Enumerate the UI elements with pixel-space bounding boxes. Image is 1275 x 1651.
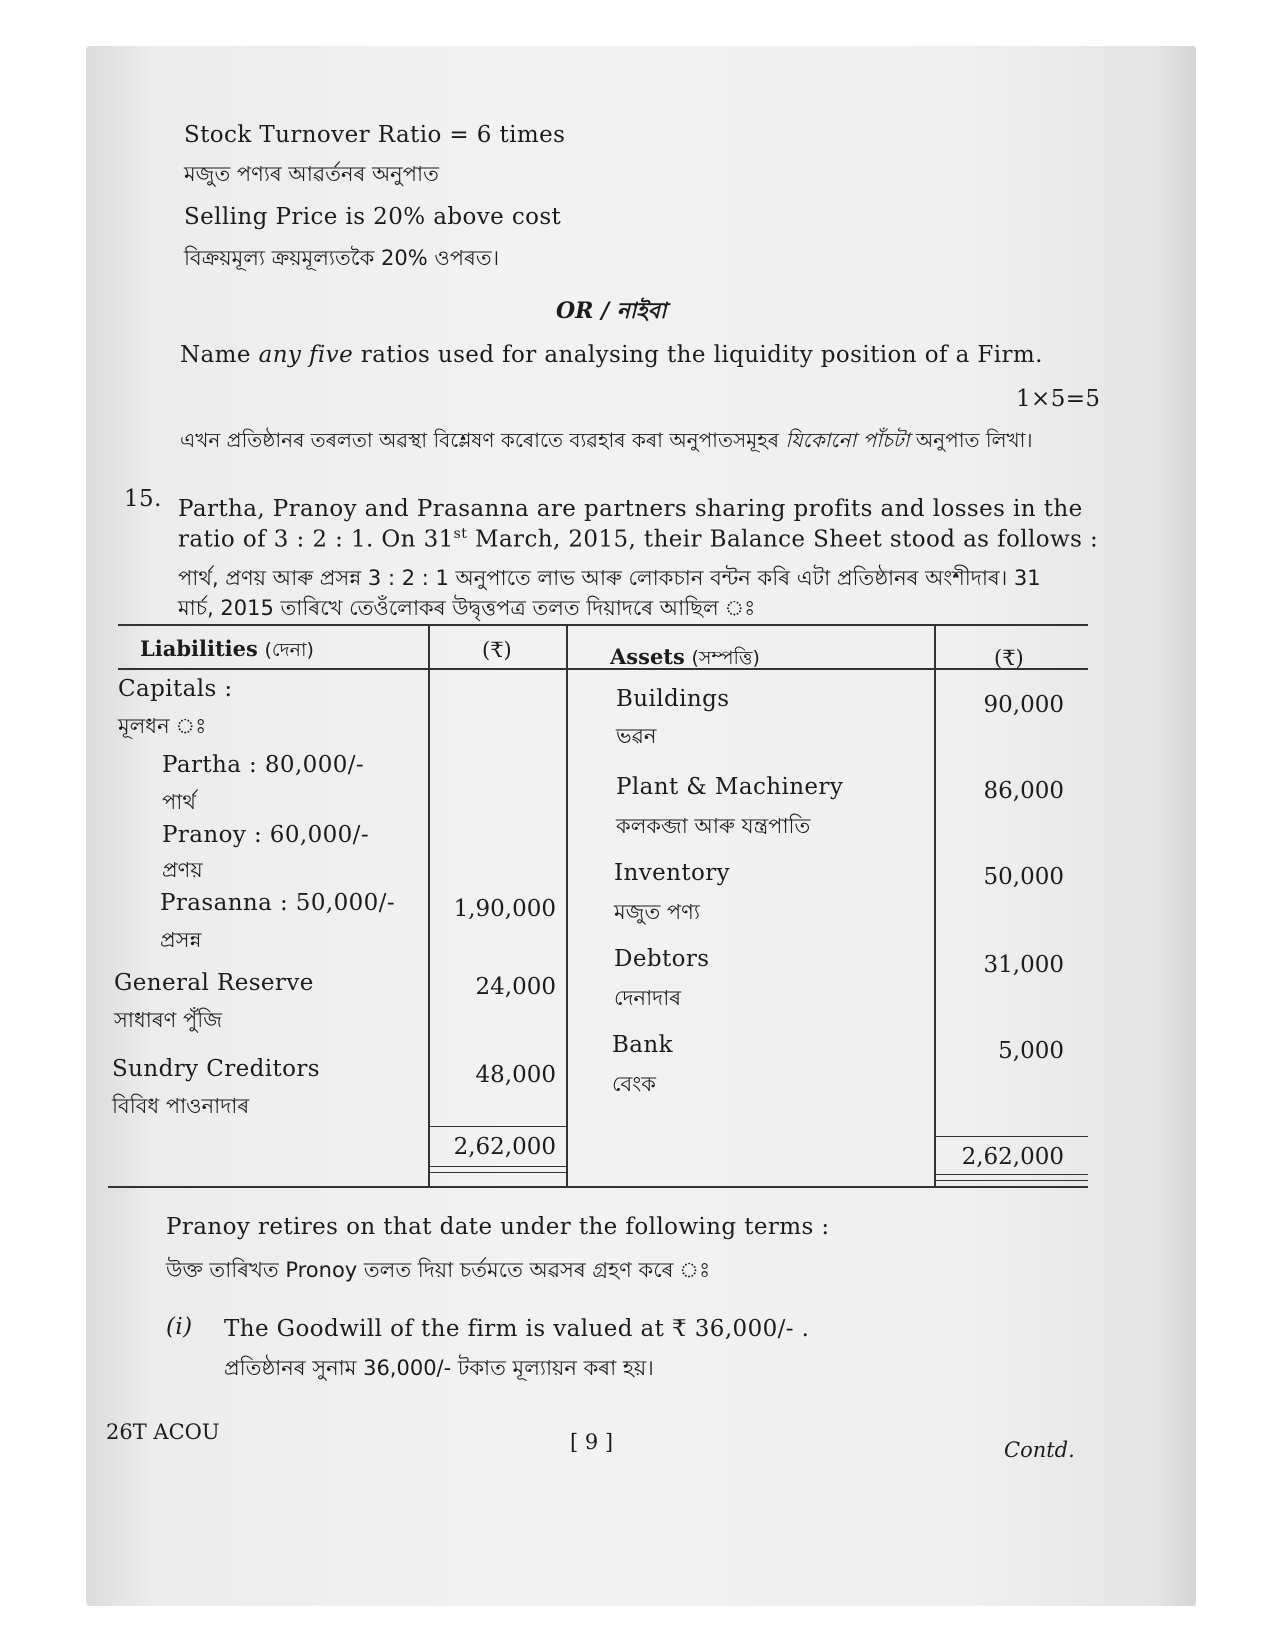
header-text: Assets	[610, 644, 685, 669]
liab-total-rule-top	[428, 1126, 566, 1127]
q15-bn-line2: মাৰ্চ, 2015 তাৰিখে তেওঁলোকৰ উদ্বৃত্তপত্ৰ তলত দিয়াদৰে আছিল ঃ	[178, 596, 756, 620]
table-bottom-rule	[108, 1186, 1088, 1188]
prasanna-capital: Prasanna : 50,000/-	[160, 890, 396, 916]
pranoy-capital: Pranoy : 60,000/-	[162, 822, 370, 848]
q15-sup: st	[453, 526, 468, 542]
assets-amount-header: (₹)	[994, 646, 1024, 670]
table-header-rule	[118, 668, 1088, 670]
debtors-amount: 31,000	[983, 952, 1064, 978]
buildings-bn: ভৱন	[616, 724, 657, 748]
sundry-creditors-bn: বিবিধ পাওনাদাৰ	[112, 1094, 250, 1118]
selling-price-bn: বিক্ৰয়মূল্য ক্ৰয়মূল্যতকৈ 20% ওপৰত।	[184, 246, 500, 270]
buildings-label: Buildings	[616, 686, 730, 712]
capitals-bn: মূলধন ঃ	[118, 714, 207, 738]
liab-amount-header: (₹)	[482, 638, 512, 662]
header-bn: (দেনা)	[264, 639, 314, 661]
pranoy-bn: প্ৰণয়	[162, 858, 203, 882]
inventory-label: Inventory	[614, 860, 730, 886]
selling-price-text: Selling Price is 20% above cost	[184, 204, 562, 230]
question-text-part: Name	[180, 342, 259, 368]
q15-text: March, 2015, their Balance Sheet stood as follows :	[467, 526, 1099, 553]
table-top-rule	[118, 624, 1088, 626]
assets-header	[610, 644, 760, 676]
question-bn-part: এখন প্ৰতিষ্ঠানৰ তৰলতা অৱস্থা বিশ্লেষণ কৰোতে ব্যৱহাৰ কৰা অনুপাতসমূহৰ	[180, 428, 786, 452]
goodwill-term: The Goodwill of the firm is valued at ₹ 36,000/- .	[224, 1316, 810, 1342]
question-bn-part: অনুপাত লিখা।	[909, 428, 1033, 452]
liab-total-rule-2	[428, 1172, 566, 1173]
question-emphasis: any five	[258, 342, 354, 368]
general-reserve-label: General Reserve	[114, 970, 314, 996]
bank-amount: 5,000	[998, 1038, 1064, 1064]
page-number: [ 9 ]	[570, 1430, 614, 1454]
assets-total-rule-1	[934, 1174, 1088, 1175]
col-divider-liab	[428, 624, 430, 1186]
paper-code: 26T ACOU	[106, 1420, 220, 1444]
stock-turnover-bn: মজুত পণ্যৰ আৱৰ্তনৰ অনুপাত	[184, 162, 439, 186]
or-label: OR / নাইবা	[556, 298, 667, 324]
buildings-amount: 90,000	[983, 692, 1064, 718]
goodwill-term-bn: প্ৰতিষ্ঠানৰ সুনাম 36,000/- টকাত মূল্যায়ন কৰা হয়।	[224, 1356, 654, 1380]
header-bn: (সম্পত্তি)	[691, 647, 760, 669]
plant-bn: কলকব্জা আৰু যন্ত্ৰপাতি	[616, 814, 811, 838]
inventory-bn: মজুত পণ্য	[614, 900, 700, 924]
q15-bn-line1: পাৰ্থ, প্ৰণয় আৰু প্ৰসন্ন 3 : 2 : 1 অনুপাতে লাভ আৰু লোকচান বন্টন কৰি এটা প্ৰতিষ্ঠানৰ অংশীদাৰ। 31	[178, 566, 1041, 590]
assets-total: 2,62,000	[961, 1144, 1064, 1170]
inventory-amount: 50,000	[983, 864, 1064, 890]
general-reserve-bn: সাধাৰণ পুঁজি	[114, 1008, 223, 1032]
exam-page	[86, 46, 1196, 1606]
retire-statement-bn: উক্ত তাৰিখত Pronoy তলত দিয়া চৰ্তমতে অৱসৰ গ্ৰহণ কৰে ঃ	[166, 1258, 711, 1282]
plant-label: Plant & Machinery	[616, 774, 844, 800]
sundry-creditors-amount: 48,000	[475, 1062, 556, 1088]
question-bn-emphasis: যিকোনো পাঁচটা	[785, 428, 910, 452]
plant-amount: 86,000	[983, 778, 1064, 804]
bank-bn: বেংক	[612, 1072, 656, 1096]
assets-total-rule-top	[934, 1136, 1088, 1137]
retire-statement: Pranoy retires on that date under the following terms :	[166, 1214, 830, 1240]
liab-total-rule-1	[428, 1166, 566, 1167]
partha-bn: পাৰ্থ	[162, 790, 196, 814]
marks: 1×5=5	[1016, 386, 1101, 412]
partha-capital: Partha : 80,000/-	[162, 752, 365, 778]
q15-line1: Partha, Pranoy and Prasanna are partners sharing profits and losses in the	[178, 496, 1083, 522]
debtors-bn: দেনাদাৰ	[614, 986, 682, 1010]
q15-line2	[178, 526, 1098, 553]
question-text-part: ratios used for analysing the liquidity position of a Firm.	[353, 342, 1043, 368]
liquidity-question-bn	[180, 426, 1033, 459]
general-reserve-amount: 24,000	[475, 974, 556, 1000]
stock-turnover-text: Stock Turnover Ratio = 6 times	[184, 122, 566, 148]
debtors-label: Debtors	[614, 946, 710, 972]
capitals-label: Capitals :	[118, 676, 233, 702]
contd-label: Contd.	[1004, 1438, 1075, 1462]
liquidity-question	[180, 342, 1043, 368]
col-divider-assets	[934, 624, 936, 1186]
assets-total-rule-2	[934, 1180, 1088, 1181]
liabilities-header	[140, 636, 314, 668]
bank-label: Bank	[612, 1032, 673, 1058]
liabilities-total: 2,62,000	[453, 1134, 556, 1160]
prasanna-bn: প্ৰসন্ন	[160, 928, 202, 952]
q15-text: ratio of 3 : 2 : 1. On 31	[178, 526, 454, 553]
item-i-label: (i)	[166, 1314, 193, 1340]
col-divider-mid	[566, 624, 568, 1186]
header-text: Liabilities	[140, 636, 258, 661]
question-number: 15.	[124, 486, 162, 512]
sundry-creditors-label: Sundry Creditors	[112, 1056, 320, 1082]
capital-total: 1,90,000	[453, 896, 556, 922]
